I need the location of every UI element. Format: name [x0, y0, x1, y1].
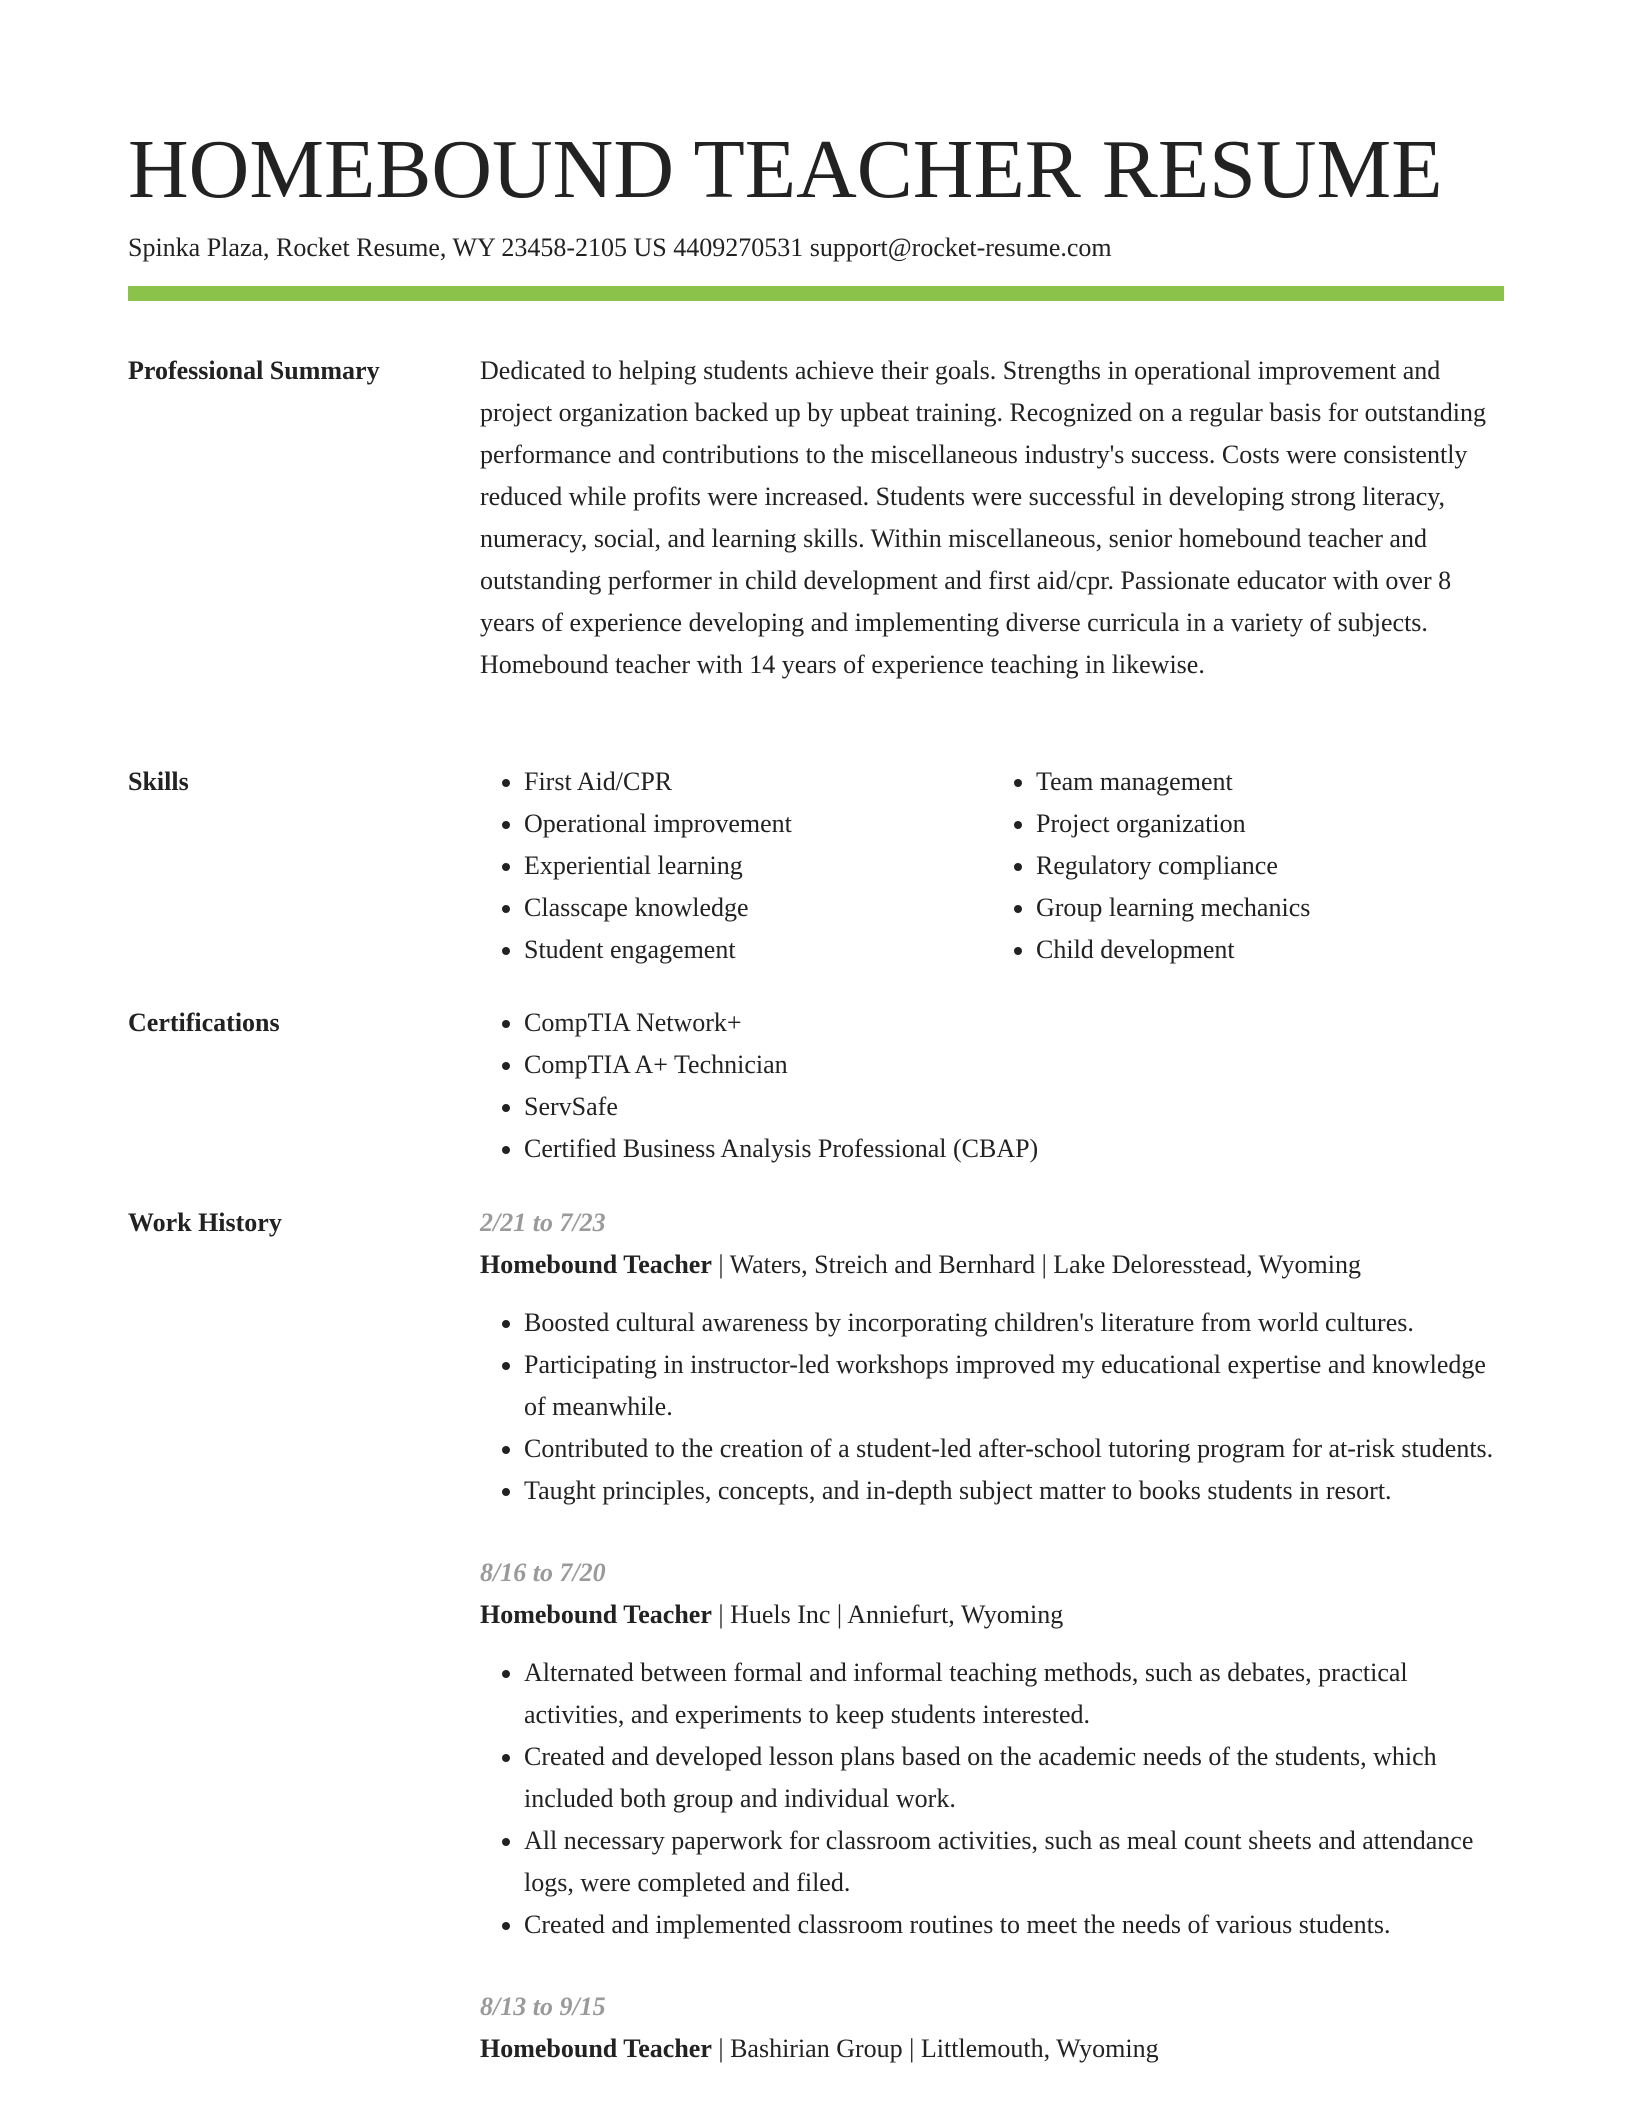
work-history-label: Work History: [128, 1208, 282, 1237]
skill-item: • Group learning mechanics: [1036, 887, 1504, 929]
accent-divider: [128, 286, 1504, 301]
job-details: | Waters, Streich and Bernhard | Lake Deloresstead, Wyoming: [711, 1250, 1361, 1279]
skill-item: • Project organization: [1036, 803, 1504, 845]
skill-item: • Student engagement: [524, 929, 992, 971]
job-title: Homebound Teacher: [480, 1600, 712, 1629]
certifications-list: [480, 1002, 1504, 1170]
skill-item: • Classcape knowledge: [524, 887, 992, 929]
job-heading: [480, 1244, 1504, 1286]
certification-item: • ServSafe: [524, 1086, 1504, 1128]
skills-list-right: [992, 761, 1504, 971]
skills-section: [128, 761, 1504, 981]
job-bullet: • Created and developed lesson plans based on the academic needs of the students, which included both group and individual work.: [524, 1736, 1504, 1820]
job-dates: 8/16 to 7/20: [480, 1558, 606, 1587]
summary-text: Dedicated to helping students achieve their goals. Strengths in operational improvement and project organization backed up by upbeat training. Recognized on a regular basis for outstanding performance and contributions to the miscellaneous industry's success. Costs were consistently reduced while profits were increased. Students were successful in developing strong literacy, numeracy, social, and learning skills. Within miscellaneous, senior homebound teacher and outstanding performer in child development and first aid/cpr. Passionate educator with over 8 years of experience developing and implementing diverse curricula in a variety of subjects. Homebound teacher with 14 years of experience teaching in likewise.: [480, 356, 1486, 679]
skill-item: • Team management: [1036, 761, 1504, 803]
work-history-body: [480, 1202, 1504, 2096]
job-title: Homebound Teacher: [480, 1250, 712, 1279]
certifications-body: [480, 1002, 1504, 1170]
job-heading: [480, 2028, 1504, 2070]
job-details: | Bashirian Group | Littlemouth, Wyoming: [711, 2034, 1159, 2063]
certification-item: • CompTIA Network+: [524, 1002, 1504, 1044]
skill-item: • Regulatory compliance: [1036, 845, 1504, 887]
skills-body: [480, 761, 1504, 971]
certifications-label: Certifications: [128, 1008, 280, 1037]
skill-item: • Experiential learning: [524, 845, 992, 887]
job-bullets: [480, 1302, 1504, 1512]
skill-item: • First Aid/CPR: [524, 761, 992, 803]
job-bullet: • All necessary paperwork for classroom activities, such as meal count sheets and attendance logs, were completed and filed.: [524, 1820, 1504, 1904]
certifications-section: [128, 1002, 1504, 1182]
skills-list-left: [480, 761, 992, 971]
skills-label: Skills: [128, 767, 189, 796]
job-bullet: • Participating in instructor-led workshops improved my educational expertise and knowledge of meanwhile.: [524, 1344, 1504, 1428]
job-title: Homebound Teacher: [480, 2034, 712, 2063]
job-heading: [480, 1594, 1504, 1636]
summary-label: Professional Summary: [128, 356, 380, 385]
job-dates: 8/13 to 9/15: [480, 1992, 606, 2021]
skill-item: • Operational improvement: [524, 803, 992, 845]
job-entry: [480, 1986, 1504, 2070]
job-dates: 2/21 to 7/23: [480, 1208, 606, 1237]
job-bullet: • Boosted cultural awareness by incorporating children's literature from world cultures.: [524, 1302, 1504, 1344]
job-entry: [480, 1552, 1504, 1946]
resume-title: HOMEBOUND TEACHER RESUME: [128, 123, 1443, 216]
skill-item: • Child development: [1036, 929, 1504, 971]
job-bullet: • Contributed to the creation of a student-led after-school tutoring program for at-risk students.: [524, 1428, 1504, 1470]
work-history-section: [128, 1202, 1504, 2122]
summary-section: [128, 350, 1504, 730]
job-bullet: • Taught principles, concepts, and in-depth subject matter to books students in resort.: [524, 1470, 1504, 1512]
job-entry: [480, 1202, 1504, 1512]
certification-item: • Certified Business Analysis Professional (CBAP): [524, 1128, 1504, 1170]
job-bullets: [480, 1652, 1504, 1946]
contact-line: Spinka Plaza, Rocket Resume, WY 23458-2105 US 4409270531 support@rocket-resume.com: [128, 233, 1112, 262]
job-bullet: • Created and implemented classroom routines to meet the needs of various students.: [524, 1904, 1504, 1946]
certification-item: • CompTIA A+ Technician: [524, 1044, 1504, 1086]
job-bullet: • Alternated between formal and informal teaching methods, such as debates, practical activities, and experiments to keep students interested.: [524, 1652, 1504, 1736]
job-details: | Huels Inc | Anniefurt, Wyoming: [711, 1600, 1064, 1629]
skills-columns: [480, 761, 1504, 971]
summary-body: [480, 350, 1504, 686]
